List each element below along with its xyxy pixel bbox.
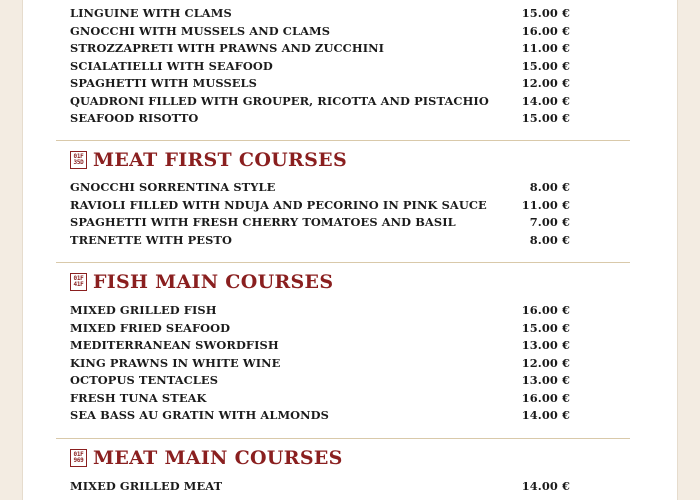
menu-item-name: TRENETTE WITH PESTO [70, 232, 233, 247]
menu-item-price: 7.00 € [529, 215, 570, 229]
menu-item [70, 302, 570, 320]
menu-item-name: MEDITERRANEAN SWORDFISH [70, 338, 279, 352]
menu-item-price: 8.00 € [529, 232, 570, 247]
section-title: MEAT FIRST COURSES [93, 149, 347, 171]
section-divider [56, 438, 630, 439]
menu-item-price: 13.00 € [521, 338, 570, 352]
menu-item [70, 390, 570, 408]
menu-item-name: SEAFOOD RISOTTO [70, 111, 199, 125]
section-code-icon: 01F 41F [70, 273, 87, 291]
menu-item-name: GNOCCHI SORRENTINA STYLE [70, 180, 276, 194]
menu-item-name: MIXED FRIED SEAFOOD [70, 320, 231, 335]
menu-item-name: RAVIOLI FILLED WITH NDUJA AND PECORINO IN PINK SAUCE [70, 197, 487, 212]
section-divider [56, 262, 630, 263]
fish-first-courses-list [70, 5, 570, 128]
menu-item [70, 23, 570, 41]
menu-item-name: GNOCCHI WITH MUSSELS AND CLAMS [70, 23, 331, 38]
menu-item [70, 372, 570, 390]
menu-item [70, 214, 570, 232]
menu-item-name: FRESH TUNA STEAK [70, 390, 207, 405]
section-code-icon: 01F 969 [70, 449, 87, 467]
menu-item [70, 179, 570, 197]
menu-item-price: 12.00 € [521, 76, 570, 90]
menu-item-name: SEA BASS AU GRATIN WITH ALMONDS [70, 408, 329, 422]
menu-item-price: 16.00 € [521, 23, 570, 38]
menu-item-price: 15.00 € [521, 111, 570, 125]
menu-item-price: 12.00 € [521, 355, 570, 370]
menu-item [70, 5, 570, 23]
menu-item-name: OCTOPUS TENTACLES [70, 373, 219, 387]
menu-item-name: SPAGHETTI WITH FRESH CHERRY TOMATOES AND BASIL [70, 215, 456, 229]
menu-item [70, 75, 570, 93]
menu-item-name: MIXED GRILLED FISH [70, 303, 217, 317]
section-title: MEAT MAIN COURSES [93, 447, 343, 469]
menu-item-name: SPAGHETTI WITH MUSSELS [70, 76, 257, 90]
menu-item [70, 337, 570, 355]
menu-item-name: QUADRONI FILLED WITH GROUPER, RICOTTA AND PISTACHIO [70, 93, 489, 108]
menu-item-name: LINGUINE WITH CLAMS [70, 6, 232, 20]
meat-first-courses-list [70, 179, 570, 249]
menu-item-name: KING PRAWNS IN WHITE WINE [70, 355, 281, 370]
menu-item-price: 11.00 € [521, 41, 570, 55]
menu-item-name: SCIALATIELLI WITH SEAFOOD [70, 58, 273, 73]
menu-item-price: 15.00 € [521, 320, 570, 335]
menu-item [70, 232, 570, 250]
meat-main-courses-list [70, 478, 570, 496]
menu-item [70, 478, 570, 496]
menu-item [70, 197, 570, 215]
menu-item-price: 14.00 € [521, 479, 570, 493]
section-heading-meat-main-courses [70, 446, 343, 470]
menu-item-price: 16.00 € [521, 303, 570, 317]
menu-item-price: 11.00 € [521, 197, 570, 212]
section-divider [56, 140, 630, 141]
section-heading-fish-main-courses [70, 270, 333, 294]
menu-item-name: STROZZAPRETI WITH PRAWNS AND ZUCCHINI [70, 41, 385, 55]
menu-item-price: 15.00 € [521, 6, 570, 20]
menu-item-name: MIXED GRILLED MEAT [70, 479, 223, 493]
menu-item-price: 8.00 € [529, 180, 570, 194]
menu-item [70, 407, 570, 425]
menu-item [70, 320, 570, 338]
menu-item [70, 40, 570, 58]
fish-main-courses-list [70, 302, 570, 425]
menu-item [70, 355, 570, 373]
section-heading-meat-first-courses [70, 148, 347, 172]
menu-item-price: 14.00 € [521, 93, 570, 108]
menu-item [70, 110, 570, 128]
menu-item-price: 14.00 € [521, 408, 570, 422]
menu-item-price: 15.00 € [521, 58, 570, 73]
menu-item [70, 58, 570, 76]
menu-item [70, 93, 570, 111]
section-code-icon: 01F 35D [70, 151, 87, 169]
section-title: FISH MAIN COURSES [93, 271, 334, 293]
menu-item-price: 16.00 € [521, 390, 570, 405]
menu-item-price: 13.00 € [521, 373, 570, 387]
